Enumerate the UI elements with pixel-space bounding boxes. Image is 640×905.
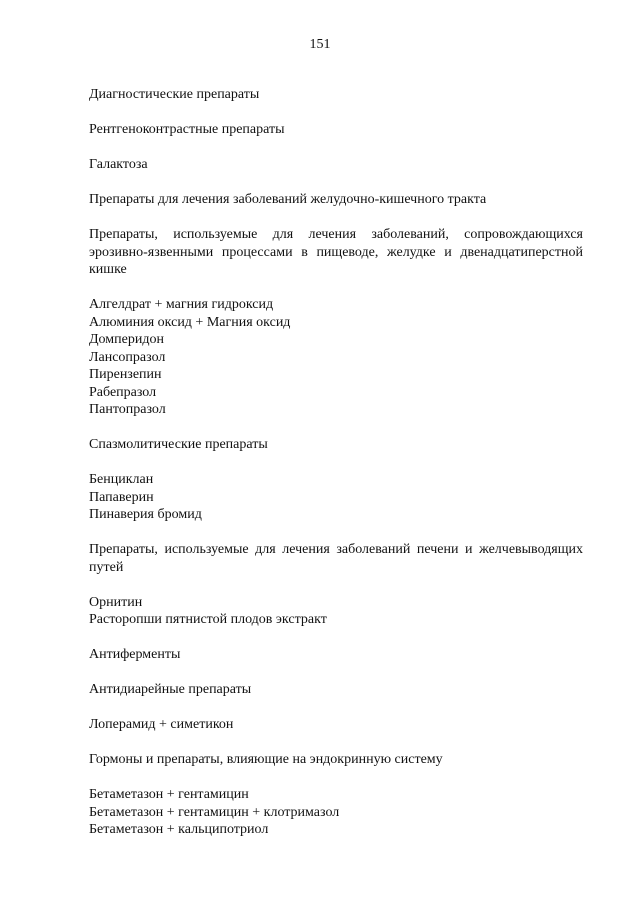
list-item: Лансопразол (89, 349, 166, 365)
list-item: Бетаметазон + гентамицин (89, 787, 249, 802)
section-heading: Галактоза (89, 157, 148, 172)
list-item: Алюминия оксид + Магния оксид (89, 314, 291, 330)
list-item: Бетаметазон + кальципотриол (89, 822, 269, 837)
list-item: Орнитин (89, 594, 143, 610)
list-item: Бетаметазон + гентамицин + клотримазол (89, 804, 340, 820)
section-heading: Гормоны и препараты, влияющие на эндокринную систему (89, 752, 443, 767)
section-heading: Антиферменты (89, 647, 181, 662)
drug-list (89, 471, 583, 524)
section-heading: Антидиарейные препараты (89, 682, 252, 697)
section-heading: Рентгеноконтрастные препараты (89, 122, 285, 137)
list-item: Пирензепин (89, 367, 162, 382)
list-item: Алгелдрат + магния гидроксид (89, 297, 274, 312)
drug-list (89, 296, 583, 419)
section-heading: Спазмолитические препараты (89, 437, 268, 452)
drug-list (89, 594, 583, 629)
section-heading: Диагностические препараты (89, 87, 260, 102)
list-item: Папаверин (89, 489, 154, 505)
list-item: Бенциклан (89, 472, 154, 487)
list-item: Пантопразол (89, 402, 166, 417)
list-item: Расторопши пятнистой плодов экстракт (89, 612, 327, 627)
page-number: 151 (309, 37, 331, 52)
section-heading: Препараты, используемые для лечения заболеваний, сопровождающихся эрозивно-язвенными процессами в пищеводе, желудке и двенадцатиперстной кишке (89, 227, 583, 277)
list-item: Пинаверия бромид (89, 507, 202, 522)
section-heading: Препараты, используемые для лечения заболеваний печени и желчевыводящих путей (89, 542, 583, 575)
document-body (89, 86, 583, 856)
drug-entry: Лоперамид + симетикон (89, 717, 234, 732)
list-item: Домперидон (89, 332, 164, 347)
section-heading: Препараты для лечения заболеваний желудочно-кишечного тракта (89, 192, 487, 207)
list-item: Рабепразол (89, 384, 157, 400)
drug-list (89, 786, 583, 839)
